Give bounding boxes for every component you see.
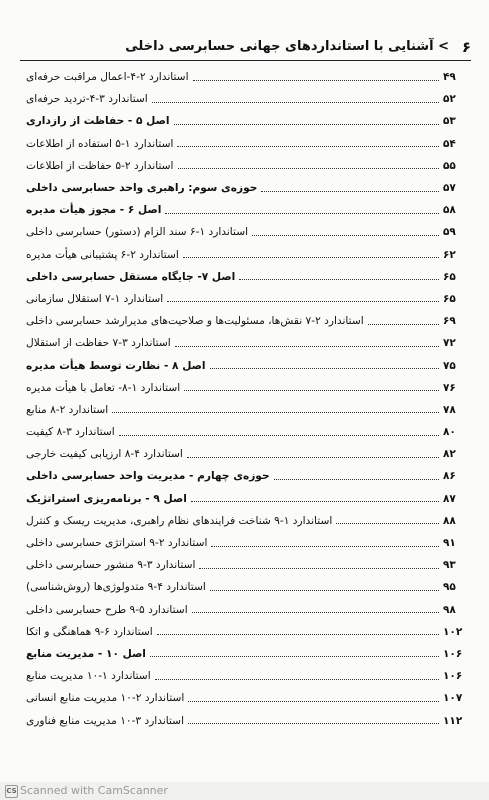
dot-leader	[167, 301, 439, 302]
toc-entry-title: حوزه‌ی سوم: راهبری واحد حسابرسی داخلی	[26, 182, 258, 195]
scanner-watermark-bar	[0, 782, 489, 800]
toc-entry-page: ۸۲	[443, 448, 456, 461]
dot-leader	[187, 457, 439, 458]
toc-entry	[22, 354, 463, 376]
dot-leader	[112, 412, 439, 413]
toc-entry-page: ۶۵	[443, 270, 456, 283]
toc-entry	[22, 332, 463, 354]
toc-entry-title: استاندارد ۳-۴-تردید حرفه‌ای	[26, 93, 148, 106]
dot-leader	[188, 723, 439, 724]
toc-entry	[22, 310, 463, 332]
toc-entry-page: ۷۵	[443, 359, 456, 372]
toc-entry	[22, 599, 463, 621]
dot-leader	[165, 213, 439, 214]
dot-leader	[177, 146, 439, 147]
dot-leader	[184, 390, 439, 391]
toc-entry-page: ۵۴	[443, 137, 456, 150]
toc-entry-title: استاندارد ۲-۶ پشتیبانی هیأت مدیره	[26, 248, 179, 261]
toc-entry-title: اصل ۶ - مجوز هیأت مدیره	[26, 204, 162, 217]
toc-entry	[22, 66, 463, 88]
toc-entry	[22, 687, 463, 709]
toc-entry-title: اصل ۹ - برنامه‌ریزی استراتژیک	[26, 492, 187, 505]
toc-entry-page: ۸۶	[443, 470, 456, 483]
dot-leader	[188, 701, 439, 702]
toc-entry	[22, 465, 463, 487]
toc-entry-title: استاندارد ۱-۷ استقلال سازمانی	[26, 292, 164, 305]
dot-leader	[178, 168, 440, 169]
toc-entry-page: ۵۸	[443, 204, 456, 217]
toc-entry-page: ۸۸	[443, 514, 456, 527]
toc-entry-page: ۹۱	[443, 537, 456, 550]
toc-entry-page: ۱۰۶	[443, 647, 463, 660]
scanner-watermark-label: Scanned with CamScanner	[20, 784, 168, 797]
dot-leader	[252, 235, 439, 236]
toc-entry-page: ۷۲	[443, 337, 456, 350]
toc-entry-title: حوزه‌ی چهارم - مدیریت واحد حسابرسی داخلی	[26, 470, 270, 483]
toc-entry	[22, 244, 463, 266]
toc-entry-title: استاندارد ۳-۸ کیفیت	[26, 426, 115, 439]
toc-entry-page: ۵۹	[443, 226, 456, 239]
toc-entry-page: ۵۷	[443, 182, 456, 195]
toc-entry-title: استاندارد ۲-۷ نقش‌ها، مسئولیت‌ها و صلاحیت‌های مدیرارشد حسابرسی داخلی	[26, 315, 364, 328]
toc-entry	[22, 643, 463, 665]
toc-entry-title: استاندارد ۱-۶ سند الزام (دستور) حسابرسی داخلی	[26, 226, 249, 239]
toc-entry-page: ۷۶	[443, 381, 456, 394]
toc-entry-title: استاندارد ۳-۱۰ مدیریت منابع فناوری	[26, 714, 185, 727]
dot-leader	[119, 435, 439, 436]
toc-entry	[22, 88, 463, 110]
toc-entry-page: ۶۵	[443, 292, 456, 305]
toc-entry-title: استاندارد ۵-۹ طرح حسابرسی داخلی	[26, 603, 188, 616]
dot-leader	[210, 368, 439, 369]
toc-entry-title: استاندارد ۲-۹ استراتژی حسابرسی داخلی	[26, 537, 208, 550]
toc-entry-title: استاندارد ۱-۵ استفاده از اطلاعات	[26, 137, 174, 150]
dot-leader	[192, 612, 439, 613]
toc-entry-page: ۹۸	[443, 603, 456, 616]
toc-entry	[22, 488, 463, 510]
toc-entry-title: استاندارد ۱-۸- تعامل با هیأت مدیره	[26, 381, 181, 394]
dot-leader	[150, 656, 439, 657]
toc-entry-title: استاندارد ۴-۸ ارزیابی کیفیت خارجی	[26, 448, 183, 461]
dot-leader	[174, 124, 440, 125]
toc-entry	[22, 443, 463, 465]
toc-entry-page: ۴۹	[443, 71, 456, 84]
dot-leader	[157, 634, 439, 635]
toc-entry-title: استاندارد ۲-۴-اعمال مراقبت حرفه‌ای	[26, 71, 189, 84]
toc-entry-title: استاندارد ۲-۸ منابع	[26, 403, 109, 416]
toc-entry-page: ۸۷	[443, 492, 456, 505]
header-arrow: >	[438, 39, 449, 54]
dot-leader	[261, 191, 439, 192]
dot-leader	[193, 80, 439, 81]
dot-leader	[155, 679, 439, 680]
toc-entry-title: اصل ۸ - نظارت توسط هیأت مدیره	[26, 359, 206, 372]
toc-entry	[22, 177, 463, 199]
dot-leader	[336, 523, 439, 524]
toc-entry-title: استاندارد ۳-۹ منشور حسابرسی داخلی	[26, 559, 196, 572]
toc-entry-title: اصل ۷- جایگاه مستقل حسابرسی داخلی	[26, 270, 236, 283]
toc-entry-page: ۶۲	[443, 248, 456, 261]
toc-entry-title: استاندارد ۴-۹ متدولوژی‌ها (روش‌شناسی)	[26, 581, 206, 594]
toc-entry	[22, 199, 463, 221]
toc-entry-page: ۶۹	[443, 315, 456, 328]
toc-entry	[22, 399, 463, 421]
dot-leader	[199, 568, 439, 569]
toc-entry	[22, 221, 463, 243]
toc-entry-title: استاندارد ۳-۷ حفاظت از استقلال	[26, 337, 171, 350]
toc-entry	[22, 576, 463, 598]
toc-entry-page: ۵۵	[443, 159, 456, 172]
toc-entry-page: ۱۱۲	[443, 714, 463, 727]
toc-entry-page: ۸۰	[443, 426, 456, 439]
table-of-contents	[22, 66, 463, 732]
toc-entry-page: ۱۰۶	[443, 670, 463, 683]
dot-leader	[191, 501, 439, 502]
camscanner-logo-icon: CS	[5, 785, 18, 798]
toc-entry	[22, 266, 463, 288]
toc-entry	[22, 110, 463, 132]
toc-entry	[22, 709, 463, 731]
dot-leader	[274, 479, 439, 480]
page-header	[20, 36, 471, 60]
toc-entry	[22, 377, 463, 399]
toc-entry	[22, 621, 463, 643]
dot-leader	[368, 324, 439, 325]
toc-entry	[22, 133, 463, 155]
toc-entry	[22, 665, 463, 687]
toc-entry	[22, 510, 463, 532]
dot-leader	[183, 257, 439, 258]
toc-entry-title: اصل ۱۰ - مدیریت منابع	[26, 647, 146, 660]
header-rule	[20, 60, 471, 61]
toc-entry-page: ۵۳	[443, 115, 456, 128]
toc-entry-title: استاندارد ۱-۱۰ مدیریت منابع	[26, 670, 151, 683]
toc-entry-page: ۹۳	[443, 559, 456, 572]
page-number: ۶	[461, 38, 471, 56]
toc-entry-page: ۷۸	[443, 403, 456, 416]
toc-entry	[22, 554, 463, 576]
toc-entry-page: ۱۰۲	[443, 625, 463, 638]
running-title	[125, 39, 449, 54]
toc-entry-title: استاندارد ۶-۹ هماهنگی و اتکا	[26, 625, 153, 638]
dot-leader	[211, 546, 439, 547]
toc-entry-title: اصل ۵ - حفاظت از رازداری	[26, 115, 170, 128]
toc-entry	[22, 532, 463, 554]
toc-entry	[22, 288, 463, 310]
toc-entry-page: ۵۲	[443, 93, 456, 106]
toc-entry-title: استاندارد ۲-۵ حفاظت از اطلاعات	[26, 159, 174, 172]
toc-entry-title: استاندارد ۲-۱۰ مدیریت منابع انسانی	[26, 692, 185, 705]
dot-leader	[210, 590, 439, 591]
toc-entry-page: ۱۰۷	[443, 692, 463, 705]
toc-entry-title: استاندارد ۱-۹ شناخت فرایندهای نظام راهبری، مدیریت ریسک و کنترل	[26, 514, 333, 527]
dot-leader	[152, 102, 439, 103]
toc-entry	[22, 155, 463, 177]
dot-leader	[175, 346, 439, 347]
dot-leader	[239, 279, 439, 280]
toc-entry	[22, 421, 463, 443]
header-title: آشنایی با استانداردهای جهانی حسابرسی داخلی	[125, 39, 434, 54]
toc-entry-page: ۹۵	[443, 581, 456, 594]
